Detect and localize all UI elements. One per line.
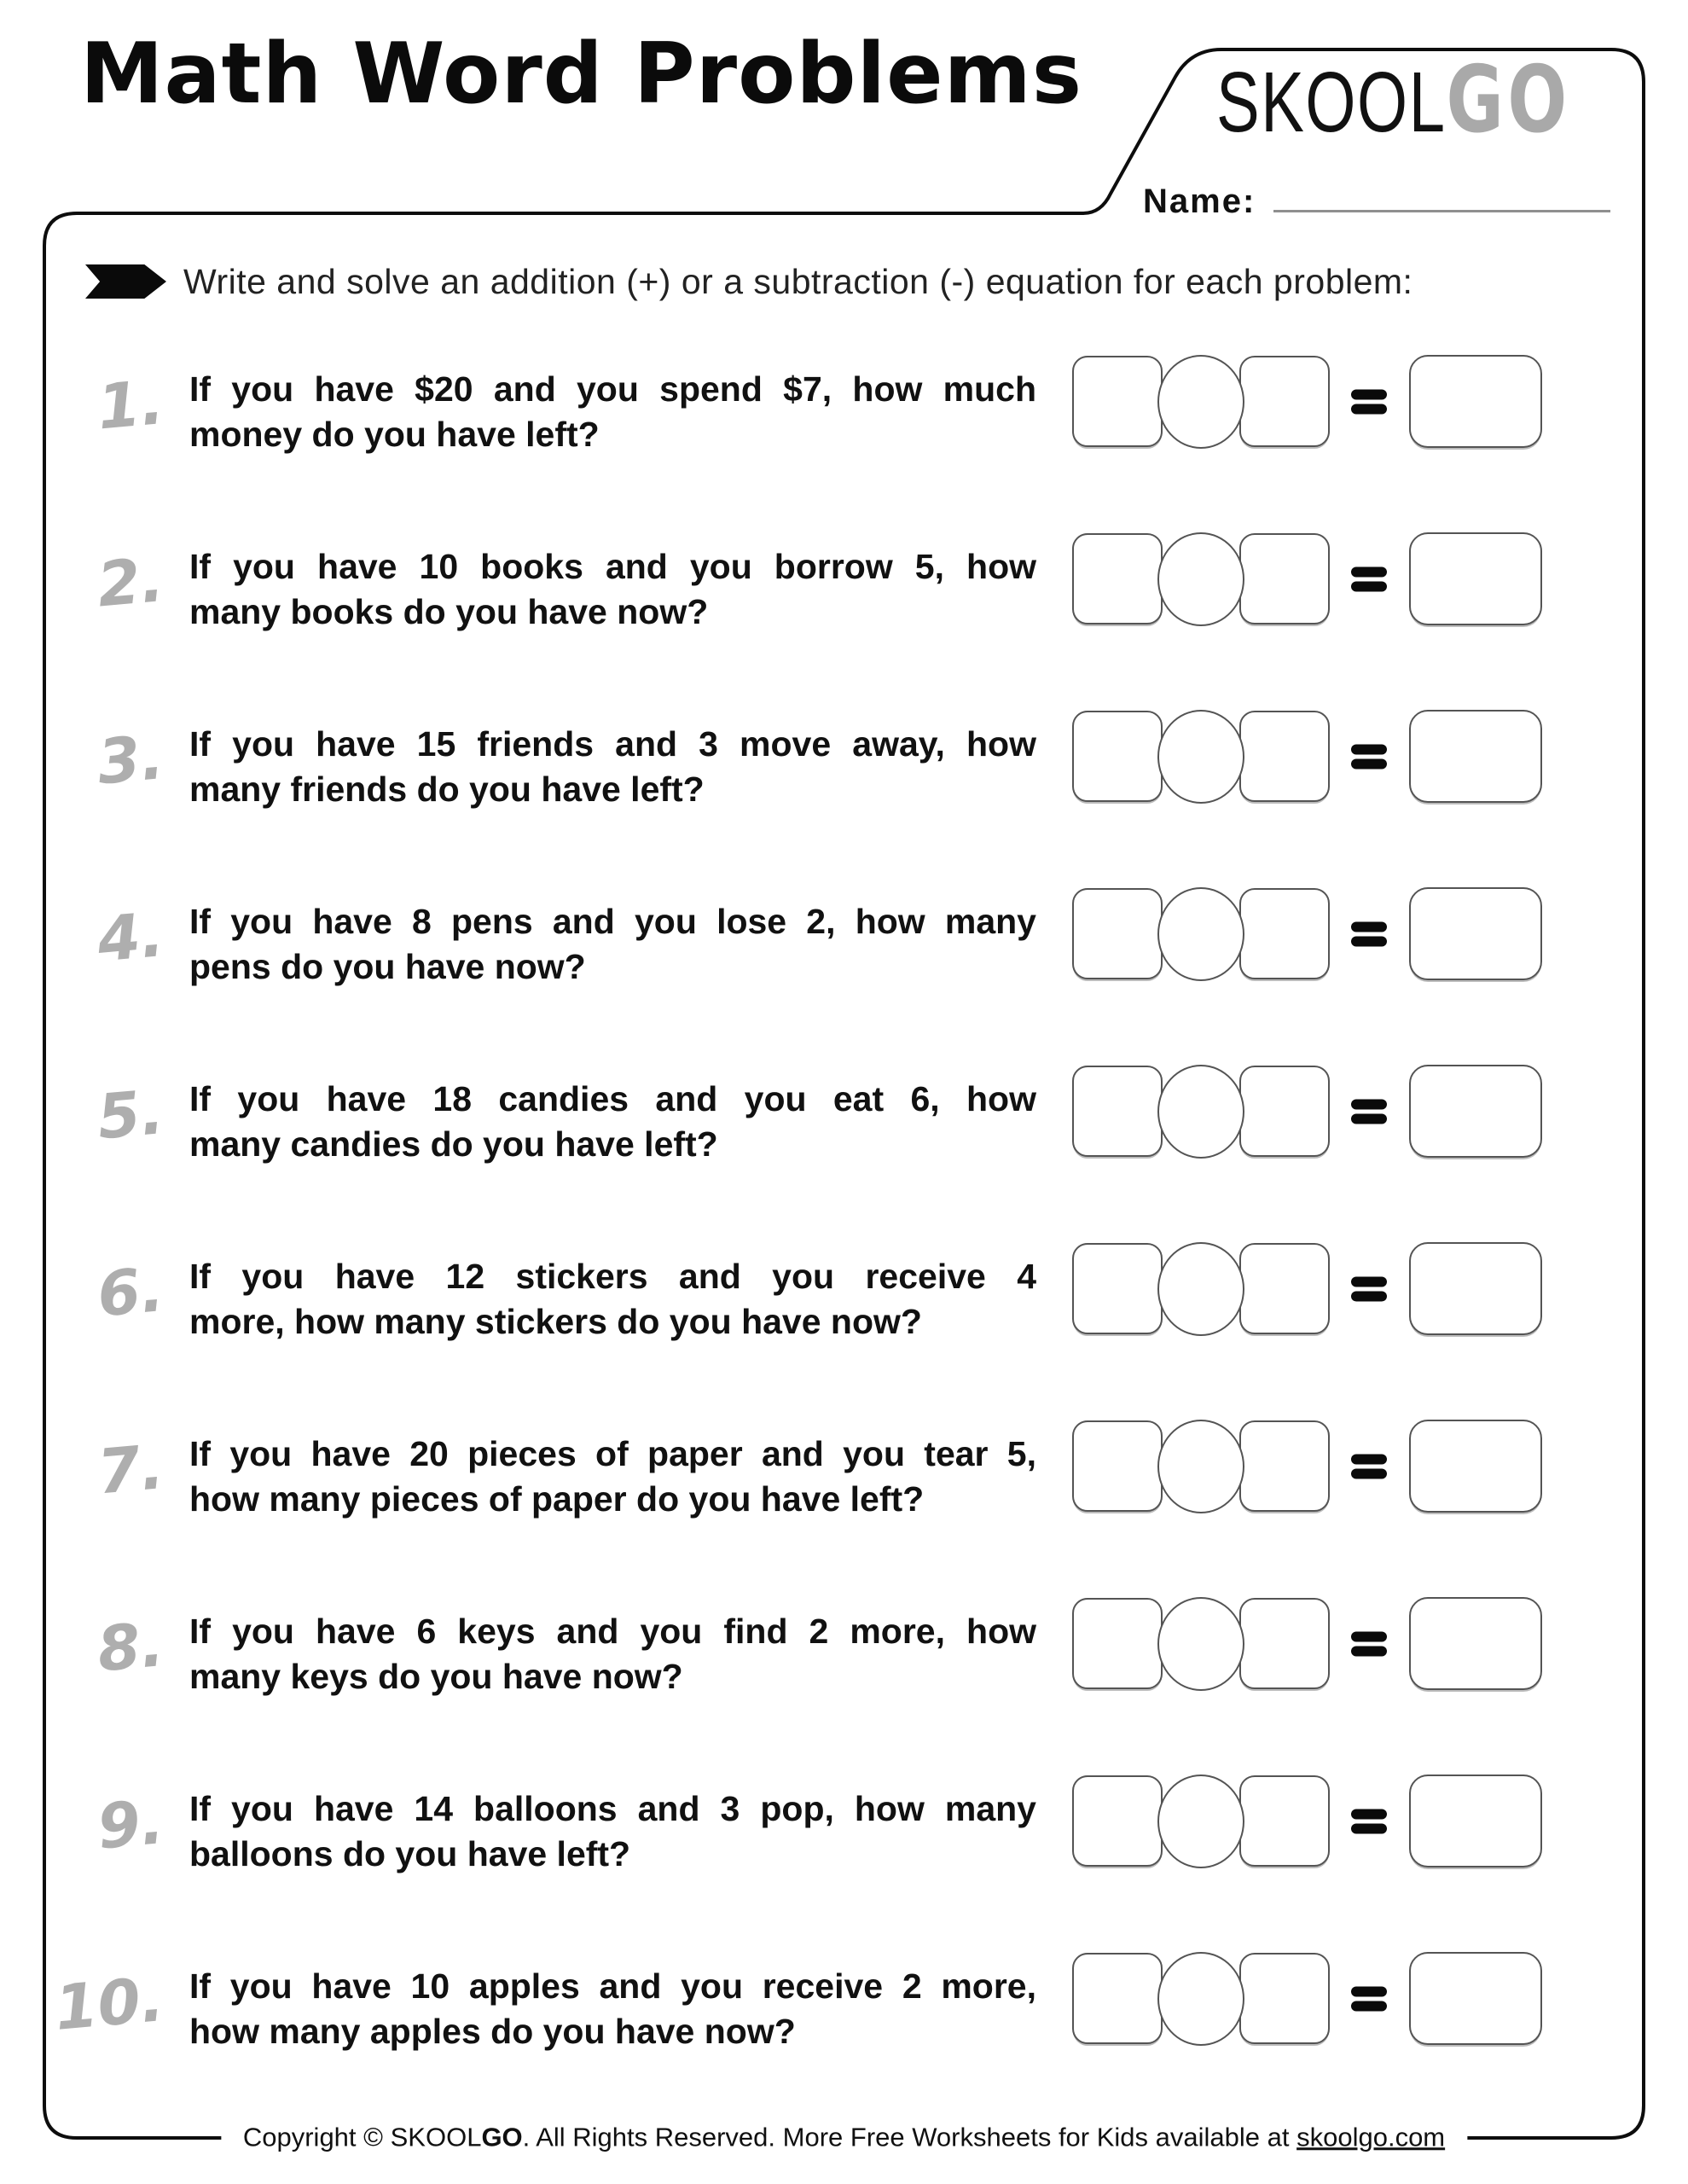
operator-circle[interactable]: [1157, 887, 1244, 981]
equation-answer-area: [1072, 1774, 1542, 1868]
problem-text: [189, 1964, 1036, 2054]
equals-sign: [1351, 567, 1387, 592]
second-operand-box[interactable]: [1239, 888, 1330, 979]
equals-sign: [1351, 1100, 1387, 1124]
equation-answer-area: [1072, 355, 1542, 449]
equals-sign: [1351, 745, 1387, 770]
problem-text-line2: many keys do you have now?: [189, 1657, 683, 1696]
second-operand-box[interactable]: [1239, 1420, 1330, 1512]
result-box[interactable]: [1409, 1952, 1542, 2045]
equals-bar-bottom: [1351, 759, 1387, 770]
operator-circle[interactable]: [1157, 1420, 1244, 1513]
equals-bar-bottom: [1351, 937, 1387, 947]
equals-bar-top: [1351, 1632, 1387, 1642]
equals-bar-top: [1351, 1455, 1387, 1465]
equation-answer-area: [1072, 887, 1542, 981]
problem-text-line1: If you have 10 apples and you receive 2 more,: [189, 1966, 1036, 2006]
problem-text: [189, 544, 1036, 635]
footer-website-link[interactable]: skoolgo.com: [1296, 2122, 1446, 2152]
footer-brand-go: GO: [481, 2122, 523, 2152]
problem-text-line1: If you have 18 candies and you eat 6, how: [189, 1079, 1036, 1118]
logo-text-skool: SKOOL: [1216, 55, 1447, 150]
equals-bar-top: [1351, 567, 1387, 578]
second-operand-box[interactable]: [1239, 711, 1330, 802]
result-box[interactable]: [1409, 1242, 1542, 1335]
problem-text-line2: many books do you have now?: [189, 592, 709, 631]
equation-answer-area: [1072, 1952, 1542, 2046]
second-operand-box[interactable]: [1239, 1243, 1330, 1334]
problem-row: [0, 1023, 1688, 1200]
problem-text: [189, 1786, 1036, 1877]
problem-number: 2.: [94, 543, 167, 621]
equals-sign: [1351, 1987, 1387, 2012]
problem-text-line2: more, how many stickers do you have now?: [189, 1302, 922, 1341]
problem-text-line2: pens do you have now?: [189, 947, 586, 986]
problem-row: [0, 1733, 1688, 1910]
problem-text-line1: If you have 20 pieces of paper and you tear 5,: [189, 1434, 1036, 1473]
problem-text: [189, 1254, 1036, 1345]
problem-text: [189, 722, 1036, 812]
result-box[interactable]: [1409, 532, 1542, 625]
second-operand-box[interactable]: [1239, 533, 1330, 624]
second-operand-box[interactable]: [1239, 1775, 1330, 1867]
problem-text: [189, 1432, 1036, 1522]
problem-text-line1: If you have 14 balloons and 3 pop, how many: [189, 1789, 1036, 1828]
equals-bar-bottom: [1351, 1469, 1387, 1479]
equals-bar-bottom: [1351, 2001, 1387, 2012]
problem-row: [0, 1200, 1688, 1378]
instruction-text: Write and solve an addition (+) or a subtraction (-) equation for each problem:: [183, 261, 1413, 301]
first-operand-box[interactable]: [1072, 1598, 1163, 1689]
problem-text-line1: If you have $20 and you spend $7, how much: [189, 369, 1036, 409]
operator-circle[interactable]: [1157, 1065, 1244, 1159]
equals-bar-bottom: [1351, 1824, 1387, 1834]
second-operand-box[interactable]: [1239, 1598, 1330, 1689]
equals-sign: [1351, 1455, 1387, 1479]
logo-text-go: GO: [1446, 47, 1571, 154]
result-box[interactable]: [1409, 710, 1542, 803]
equation-answer-area: [1072, 710, 1542, 804]
operator-circle[interactable]: [1157, 1242, 1244, 1336]
equals-bar-top: [1351, 1100, 1387, 1110]
result-box[interactable]: [1409, 355, 1542, 448]
operator-circle[interactable]: [1157, 710, 1244, 804]
problem-text-line1: If you have 8 pens and you lose 2, how many: [189, 902, 1036, 941]
equals-sign: [1351, 922, 1387, 947]
problem-text: [189, 899, 1036, 990]
problem-row: [0, 313, 1688, 491]
problem-number: 7.: [94, 1430, 167, 1508]
result-box[interactable]: [1409, 1597, 1542, 1690]
problem-text-line1: If you have 6 keys and you find 2 more, how: [189, 1612, 1036, 1651]
second-operand-box[interactable]: [1239, 1953, 1330, 2044]
problem-number: 4.: [94, 897, 167, 976]
equals-sign: [1351, 1809, 1387, 1834]
problem-text-line2: how many pieces of paper do you have left?: [189, 1479, 925, 1519]
result-box[interactable]: [1409, 1420, 1542, 1513]
equals-bar-top: [1351, 1987, 1387, 1997]
problem-text-line2: many friends do you have left?: [189, 770, 705, 809]
problem-text: [189, 1609, 1036, 1699]
equals-bar-top: [1351, 745, 1387, 755]
result-box[interactable]: [1409, 1065, 1542, 1158]
problem-number: 3.: [94, 720, 167, 799]
operator-circle[interactable]: [1157, 532, 1244, 626]
equals-bar-bottom: [1351, 1292, 1387, 1302]
equals-bar-bottom: [1351, 582, 1387, 592]
first-operand-box[interactable]: [1072, 1420, 1163, 1512]
problem-text-line1: If you have 15 friends and 3 move away, how: [189, 724, 1036, 764]
name-input-line[interactable]: [1273, 210, 1610, 212]
equals-bar-bottom: [1351, 404, 1387, 415]
instruction-row: [85, 261, 1412, 302]
skoolgo-logo: [1216, 47, 1571, 154]
equals-bar-bottom: [1351, 1647, 1387, 1657]
problem-text-line2: balloons do you have left?: [189, 1834, 631, 1873]
first-operand-box[interactable]: [1072, 1243, 1163, 1334]
equals-bar-top: [1351, 390, 1387, 400]
double-chevron-arrow-icon: [85, 264, 166, 299]
problem-row: [0, 1910, 1688, 2088]
problem-text: [189, 1077, 1036, 1167]
problem-row: [0, 845, 1688, 1023]
equals-bar-top: [1351, 922, 1387, 932]
problem-text: [189, 367, 1036, 457]
equation-answer-area: [1072, 1597, 1542, 1691]
problem-text-line1: If you have 12 stickers and you receive 4: [189, 1257, 1036, 1296]
first-operand-box[interactable]: [1072, 356, 1163, 447]
problem-number: 8.: [94, 1607, 167, 1686]
equals-sign: [1351, 1277, 1387, 1302]
equals-bar-bottom: [1351, 1114, 1387, 1124]
equals-sign: [1351, 390, 1387, 415]
result-box[interactable]: [1409, 1774, 1542, 1867]
equals-sign: [1351, 1632, 1387, 1657]
operator-circle[interactable]: [1157, 1952, 1244, 2046]
footer-middle: . All Rights Reserved. More Free Worksheets for Kids available at: [522, 2122, 1297, 2152]
second-operand-box[interactable]: [1239, 1066, 1330, 1157]
problem-number: 6.: [94, 1252, 167, 1331]
first-operand-box[interactable]: [1072, 888, 1163, 979]
problem-row: [0, 1555, 1688, 1733]
problem-text-line2: money do you have left?: [189, 415, 600, 454]
operator-circle[interactable]: [1157, 355, 1244, 449]
equation-answer-area: [1072, 1420, 1542, 1513]
equals-bar-top: [1351, 1809, 1387, 1820]
problem-number: 5.: [94, 1075, 167, 1153]
page-title: Math Word Problems: [80, 26, 1083, 123]
first-operand-box[interactable]: [1072, 1953, 1163, 2044]
problem-row: [0, 491, 1688, 668]
first-operand-box[interactable]: [1072, 533, 1163, 624]
problem-text-line2: many candies do you have left?: [189, 1124, 718, 1164]
problem-number: 9.: [94, 1785, 167, 1863]
problem-number: 10.: [52, 1962, 167, 2044]
result-box[interactable]: [1409, 887, 1542, 980]
first-operand-box[interactable]: [1072, 1775, 1163, 1867]
footer-brand-skool: SKOOL: [390, 2122, 482, 2152]
problem-text-line2: how many apples do you have now?: [189, 2012, 796, 2051]
equation-answer-area: [1072, 1065, 1542, 1159]
problem-number: 1.: [94, 365, 167, 444]
equation-answer-area: [1072, 532, 1542, 626]
problem-row: [0, 668, 1688, 845]
footer-copyright: [221, 2122, 1467, 2152]
problem-row: [0, 1378, 1688, 1555]
first-operand-box[interactable]: [1072, 1066, 1163, 1157]
name-label: Name:: [1143, 183, 1256, 220]
first-operand-box[interactable]: [1072, 711, 1163, 802]
equation-answer-area: [1072, 1242, 1542, 1336]
footer-prefix: Copyright ©: [242, 2122, 391, 2152]
second-operand-box[interactable]: [1239, 356, 1330, 447]
operator-circle[interactable]: [1157, 1774, 1244, 1868]
operator-circle[interactable]: [1157, 1597, 1244, 1691]
equals-bar-top: [1351, 1277, 1387, 1287]
problem-text-line1: If you have 10 books and you borrow 5, how: [189, 547, 1036, 586]
